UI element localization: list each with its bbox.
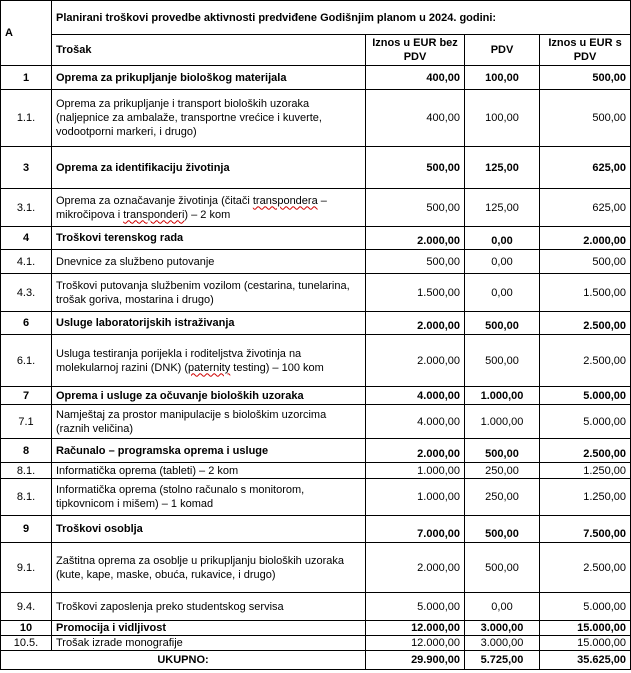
row-index: 7.1 [1,405,52,439]
row-description: Oprema za prikupljanje i transport bioloških uzoraka (naljepnice za ambalaže, transportne vrećice i kuverte, vodootporni markeri, i drugo) [52,90,366,147]
amount-with-vat-header: Iznos u EUR s PDV [540,35,631,66]
row-amount: 12.000,00 [366,621,465,636]
row-amount: 2.000,00 [366,335,465,387]
row-index: 3.1. [1,189,52,227]
row-vat: 500,00 [465,335,540,387]
row-vat: 100,00 [465,66,540,90]
row-total: 15.000,00 [540,621,631,636]
row-description: Troškovi zaposlenja preko studentskog servisa [52,593,366,621]
table-row [1,66,631,90]
row-amount: 400,00 [366,90,465,147]
row-amount: 5.000,00 [366,593,465,621]
row-total: 5.000,00 [540,387,631,405]
row-description: Troškovi osoblja [52,516,366,543]
row-vat: 125,00 [465,189,540,227]
table-row [1,439,631,463]
row-vat: 1.000,00 [465,405,540,439]
total-vat: 5.725,00 [465,651,540,670]
row-index: 1.1. [1,90,52,147]
row-description: Oprema za prikupljanje biološkog materijala [52,66,366,90]
table-row [1,387,631,405]
row-amount: 1.500,00 [366,274,465,312]
row-amount: 500,00 [366,250,465,274]
row-index: 10 [1,621,52,636]
row-amount: 7.000,00 [366,516,465,543]
table-row [1,636,631,651]
row-amount: 1.000,00 [366,479,465,516]
row-vat: 0,00 [465,250,540,274]
row-total: 2.500,00 [540,335,631,387]
row-index: 7 [1,387,52,405]
row-vat: 125,00 [465,147,540,189]
table-row [1,516,631,543]
row-amount: 400,00 [366,66,465,90]
row-vat: 0,00 [465,274,540,312]
row-total: 15.000,00 [540,636,631,651]
row-amount: 2.000,00 [366,312,465,335]
row-index: 6 [1,312,52,335]
row-total: 500,00 [540,90,631,147]
row-index: 10.5. [1,636,52,651]
row-vat: 500,00 [465,439,540,463]
row-vat: 100,00 [465,90,540,147]
table-row [1,90,631,147]
row-total: 2.500,00 [540,312,631,335]
table-row [1,405,631,439]
total-with-vat: 35.625,00 [540,651,631,670]
amount-without-vat-header: Iznos u EUR bez PDV [366,35,465,66]
row-total: 2.500,00 [540,543,631,593]
row-total: 625,00 [540,147,631,189]
table-row [1,227,631,250]
row-amount: 500,00 [366,147,465,189]
table-row [1,593,631,621]
row-total: 7.500,00 [540,516,631,543]
row-amount: 500,00 [366,189,465,227]
table-row [1,335,631,387]
row-description: Troškovi terenskog rada [52,227,366,250]
row-total: 500,00 [540,250,631,274]
row-vat: 500,00 [465,516,540,543]
row-description: Oprema i usluge za očuvanje bioloških uzoraka [52,387,366,405]
column-a-header: A [1,1,52,66]
table-row [1,274,631,312]
row-index: 4.1. [1,250,52,274]
row-description: Promocija i vidljivost [52,621,366,636]
row-vat: 500,00 [465,312,540,335]
row-index: 3 [1,147,52,189]
row-vat: 0,00 [465,593,540,621]
row-index: 9.4. [1,593,52,621]
total-label: UKUPNO: [1,651,366,670]
total-row [1,651,631,670]
vat-header: PDV [465,35,540,66]
row-total: 5.000,00 [540,593,631,621]
table-row [1,463,631,479]
row-description: Informatička oprema (tableti) – 2 kom [52,463,366,479]
table-row [1,479,631,516]
row-total: 1.250,00 [540,479,631,516]
row-description: Informatička oprema (stolno računalo s monitorom, tipkovnicom i mišem) – 1 komad [52,479,366,516]
row-amount: 2.000,00 [366,543,465,593]
table-row [1,543,631,593]
row-total: 5.000,00 [540,405,631,439]
table-row [1,147,631,189]
row-index: 4 [1,227,52,250]
row-amount: 1.000,00 [366,463,465,479]
row-vat: 3.000,00 [465,621,540,636]
row-total: 1.250,00 [540,463,631,479]
row-index: 8.1. [1,463,52,479]
row-index: 9 [1,516,52,543]
row-total: 1.500,00 [540,274,631,312]
row-amount: 12.000,00 [366,636,465,651]
row-description: Oprema za označavanje životinja (čitači transpondera – mikročipova i transponderi) – 2 kom [52,189,366,227]
row-index: 8.1. [1,479,52,516]
table-row [1,250,631,274]
trosak-header: Trošak [52,35,366,66]
row-description: Zaštitna oprema za osoblje u prikupljanju bioloških uzoraka (kute, kape, maske, obuća, rukavice, i drugo) [52,543,366,593]
row-vat: 3.000,00 [465,636,540,651]
row-vat: 250,00 [465,463,540,479]
row-description: Troškovi putovanja službenim vozilom (cestarina, tunelarina, trošak goriva, mostarina i drugo) [52,274,366,312]
row-description: Namještaj za prostor manipulacije s biološkim uzorcima (raznih veličina) [52,405,366,439]
row-total: 2.000,00 [540,227,631,250]
row-total: 500,00 [540,66,631,90]
row-amount: 4.000,00 [366,387,465,405]
row-total: 625,00 [540,189,631,227]
row-index: 1 [1,66,52,90]
row-description: Računalo – programska oprema i usluge [52,439,366,463]
row-vat: 500,00 [465,543,540,593]
row-total: 2.500,00 [540,439,631,463]
row-description: Oprema za identifikaciju životinja [52,147,366,189]
table-row [1,312,631,335]
row-index: 4.3. [1,274,52,312]
table-row [1,189,631,227]
row-description: Usluge laboratorijskih istraživanja [52,312,366,335]
row-index: 6.1. [1,335,52,387]
row-description: Dnevnice za službeno putovanje [52,250,366,274]
row-vat: 0,00 [465,227,540,250]
row-amount: 2.000,00 [366,439,465,463]
table-title: Planirani troškovi provedbe aktivnosti predviđene Godišnjim planom u 2024. godini: [52,1,631,35]
row-vat: 1.000,00 [465,387,540,405]
row-index: 8 [1,439,52,463]
row-amount: 2.000,00 [366,227,465,250]
row-index: 9.1. [1,543,52,593]
row-vat: 250,00 [465,479,540,516]
row-description: Usluga testiranja porijekla i roditeljstva životinja na molekularnoj razini (DNK) (paternity testing) – 100 kom [52,335,366,387]
row-amount: 4.000,00 [366,405,465,439]
total-amount: 29.900,00 [366,651,465,670]
table-row [1,621,631,636]
row-description: Trošak izrade monografije [52,636,366,651]
